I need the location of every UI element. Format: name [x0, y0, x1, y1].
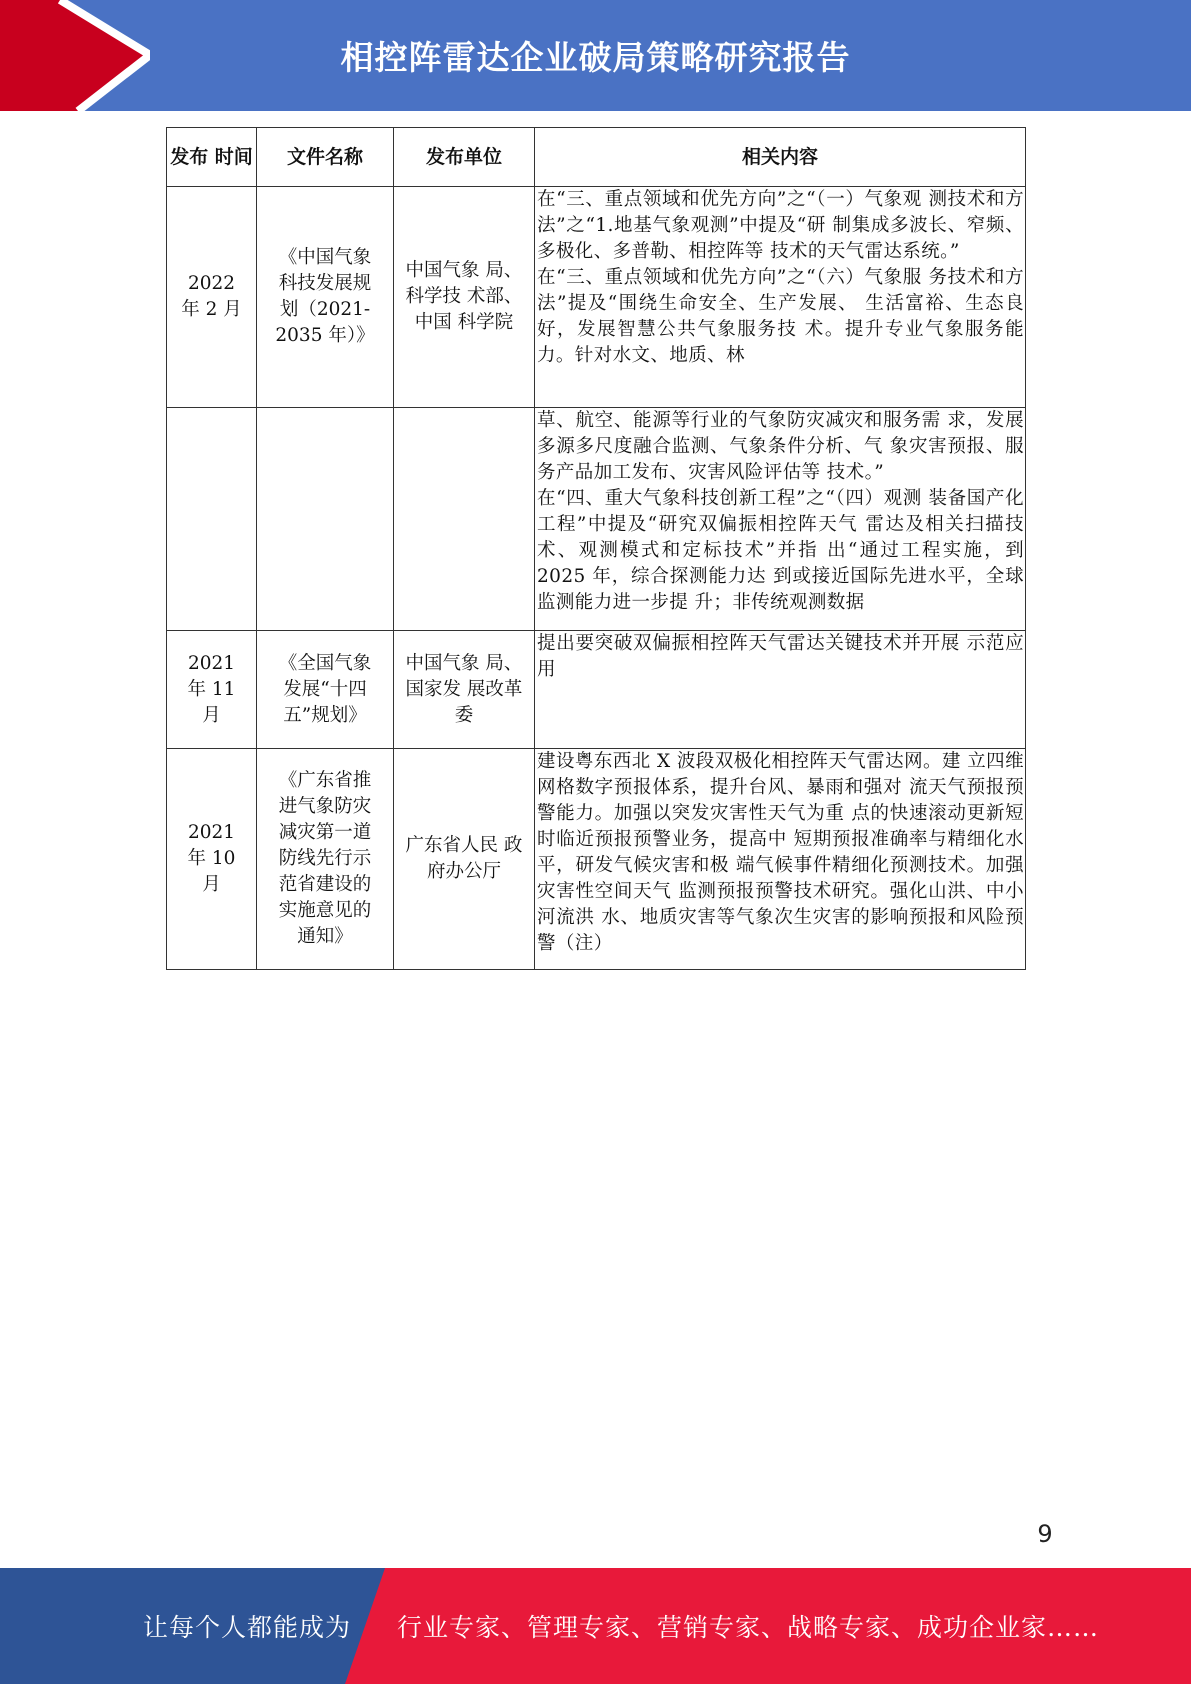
footer-slogan-right: 行业专家、管理专家、营销专家、战略专家、成功企业家…… [397, 1613, 1100, 1642]
header-document: 文件名称 [257, 128, 394, 187]
page-header [0, 0, 1191, 111]
cell-document: 《全国气象发展“十四五”规划》 [257, 631, 394, 749]
cell-date: 2021 年 10 月 [167, 749, 257, 970]
cell-publisher [394, 408, 535, 631]
cell-publisher: 中国气象 局、国家发 展改革委 [394, 631, 535, 749]
content-paragraph: 在“三、重点领域和优先方向”之“（一）气象观 测技术和方法”之“1.地基气象观测”中提及“研 制集成多波长、窄频、多极化、多普勒、相控阵等 技术的天气雷达系统。” [537, 189, 1024, 262]
policy-table [166, 127, 1026, 970]
cell-publisher: 中国气象 局、科学技 术部、中国 科学院 [394, 187, 535, 408]
cell-document [257, 408, 394, 631]
header-publisher: 发布单位 [394, 128, 535, 187]
cell-date: 2022 年 2 月 [167, 187, 257, 408]
report-title: 相控阵雷达企业破局策略研究报告 [340, 38, 851, 77]
page-footer [0, 1568, 1191, 1684]
content-paragraph: 提出要突破双偏振相控阵天气雷达关键技术并开展 示范应用 [537, 633, 1024, 680]
footer-slogan-left: 让每个人都能成为 [143, 1613, 352, 1642]
cell-content [535, 408, 1026, 631]
content-paragraph: 草、航空、能源等行业的气象防灾减灾和服务需 求，发展多源多尺度融合监测、气象条件分析、气 象灾害预报、服务产品加工发布、灾害风险评估等 技术。” [537, 410, 1024, 483]
table-row [167, 631, 1026, 749]
cell-content [535, 187, 1026, 408]
cell-document: 《中国气象科技发展规划（2021-2035 年）》 [257, 187, 394, 408]
cell-document: 《广东省推进气象防灾减灾第一道防线先行示范省建设的实施意见的通知》 [257, 749, 394, 970]
cell-content [535, 749, 1026, 970]
cell-content [535, 631, 1026, 749]
table-header-row [167, 128, 1026, 187]
table-row [167, 187, 1026, 408]
cell-date [167, 408, 257, 631]
table-row [167, 408, 1026, 631]
content-paragraph: 在“四、重大气象科技创新工程”之“（四）观测 装备国产化工程”中提及“研究双偏振相控阵天气 雷达及相关扫描技术、观测模式和定标技术”并指 出“通过工程实施，到 2025 年，综合探测能力达 到或接近国际先进水平，全球监测能力进一步提 升；非传统观测数据 [537, 488, 1024, 613]
policy-table-container [166, 127, 1025, 970]
content-paragraph: 在“三、重点领域和优先方向”之“（六）气象服 务技术和方法”提及“围绕生命安全、生产发展、 生活富裕、生态良好，发展智慧公共气象服务技 术。提升专业气象服务能力。针对水文、地质、林 [537, 267, 1024, 366]
cell-date: 2021 年 11 月 [167, 631, 257, 749]
header-content: 相关内容 [535, 128, 1026, 187]
table-row [167, 749, 1026, 970]
header-date: 发布 时间 [167, 128, 257, 187]
cell-publisher: 广东省人民 政府办公厅 [394, 749, 535, 970]
content-paragraph: 建设粤东西北 X 波段双极化相控阵天气雷达网。建 立四维网格数字预报体系，提升台风、暴雨和强对 流天气预报预警能力。加强以突发灾害性天气为重 点的快速滚动更新短时临近预报预警业务，提高中 短期预报准确率与精细化水平，研发气候灾害和极 端气候事件精细化预测技术。加强灾害性空间天气 监测预报预警技术研究。强化山洪、中小河流洪 水、地质灾害等气象次生灾害的影响预报和风险预 警（注） [537, 751, 1024, 954]
header-chevron-decoration [0, 0, 150, 111]
page-number: 9 [1037, 1520, 1053, 1548]
